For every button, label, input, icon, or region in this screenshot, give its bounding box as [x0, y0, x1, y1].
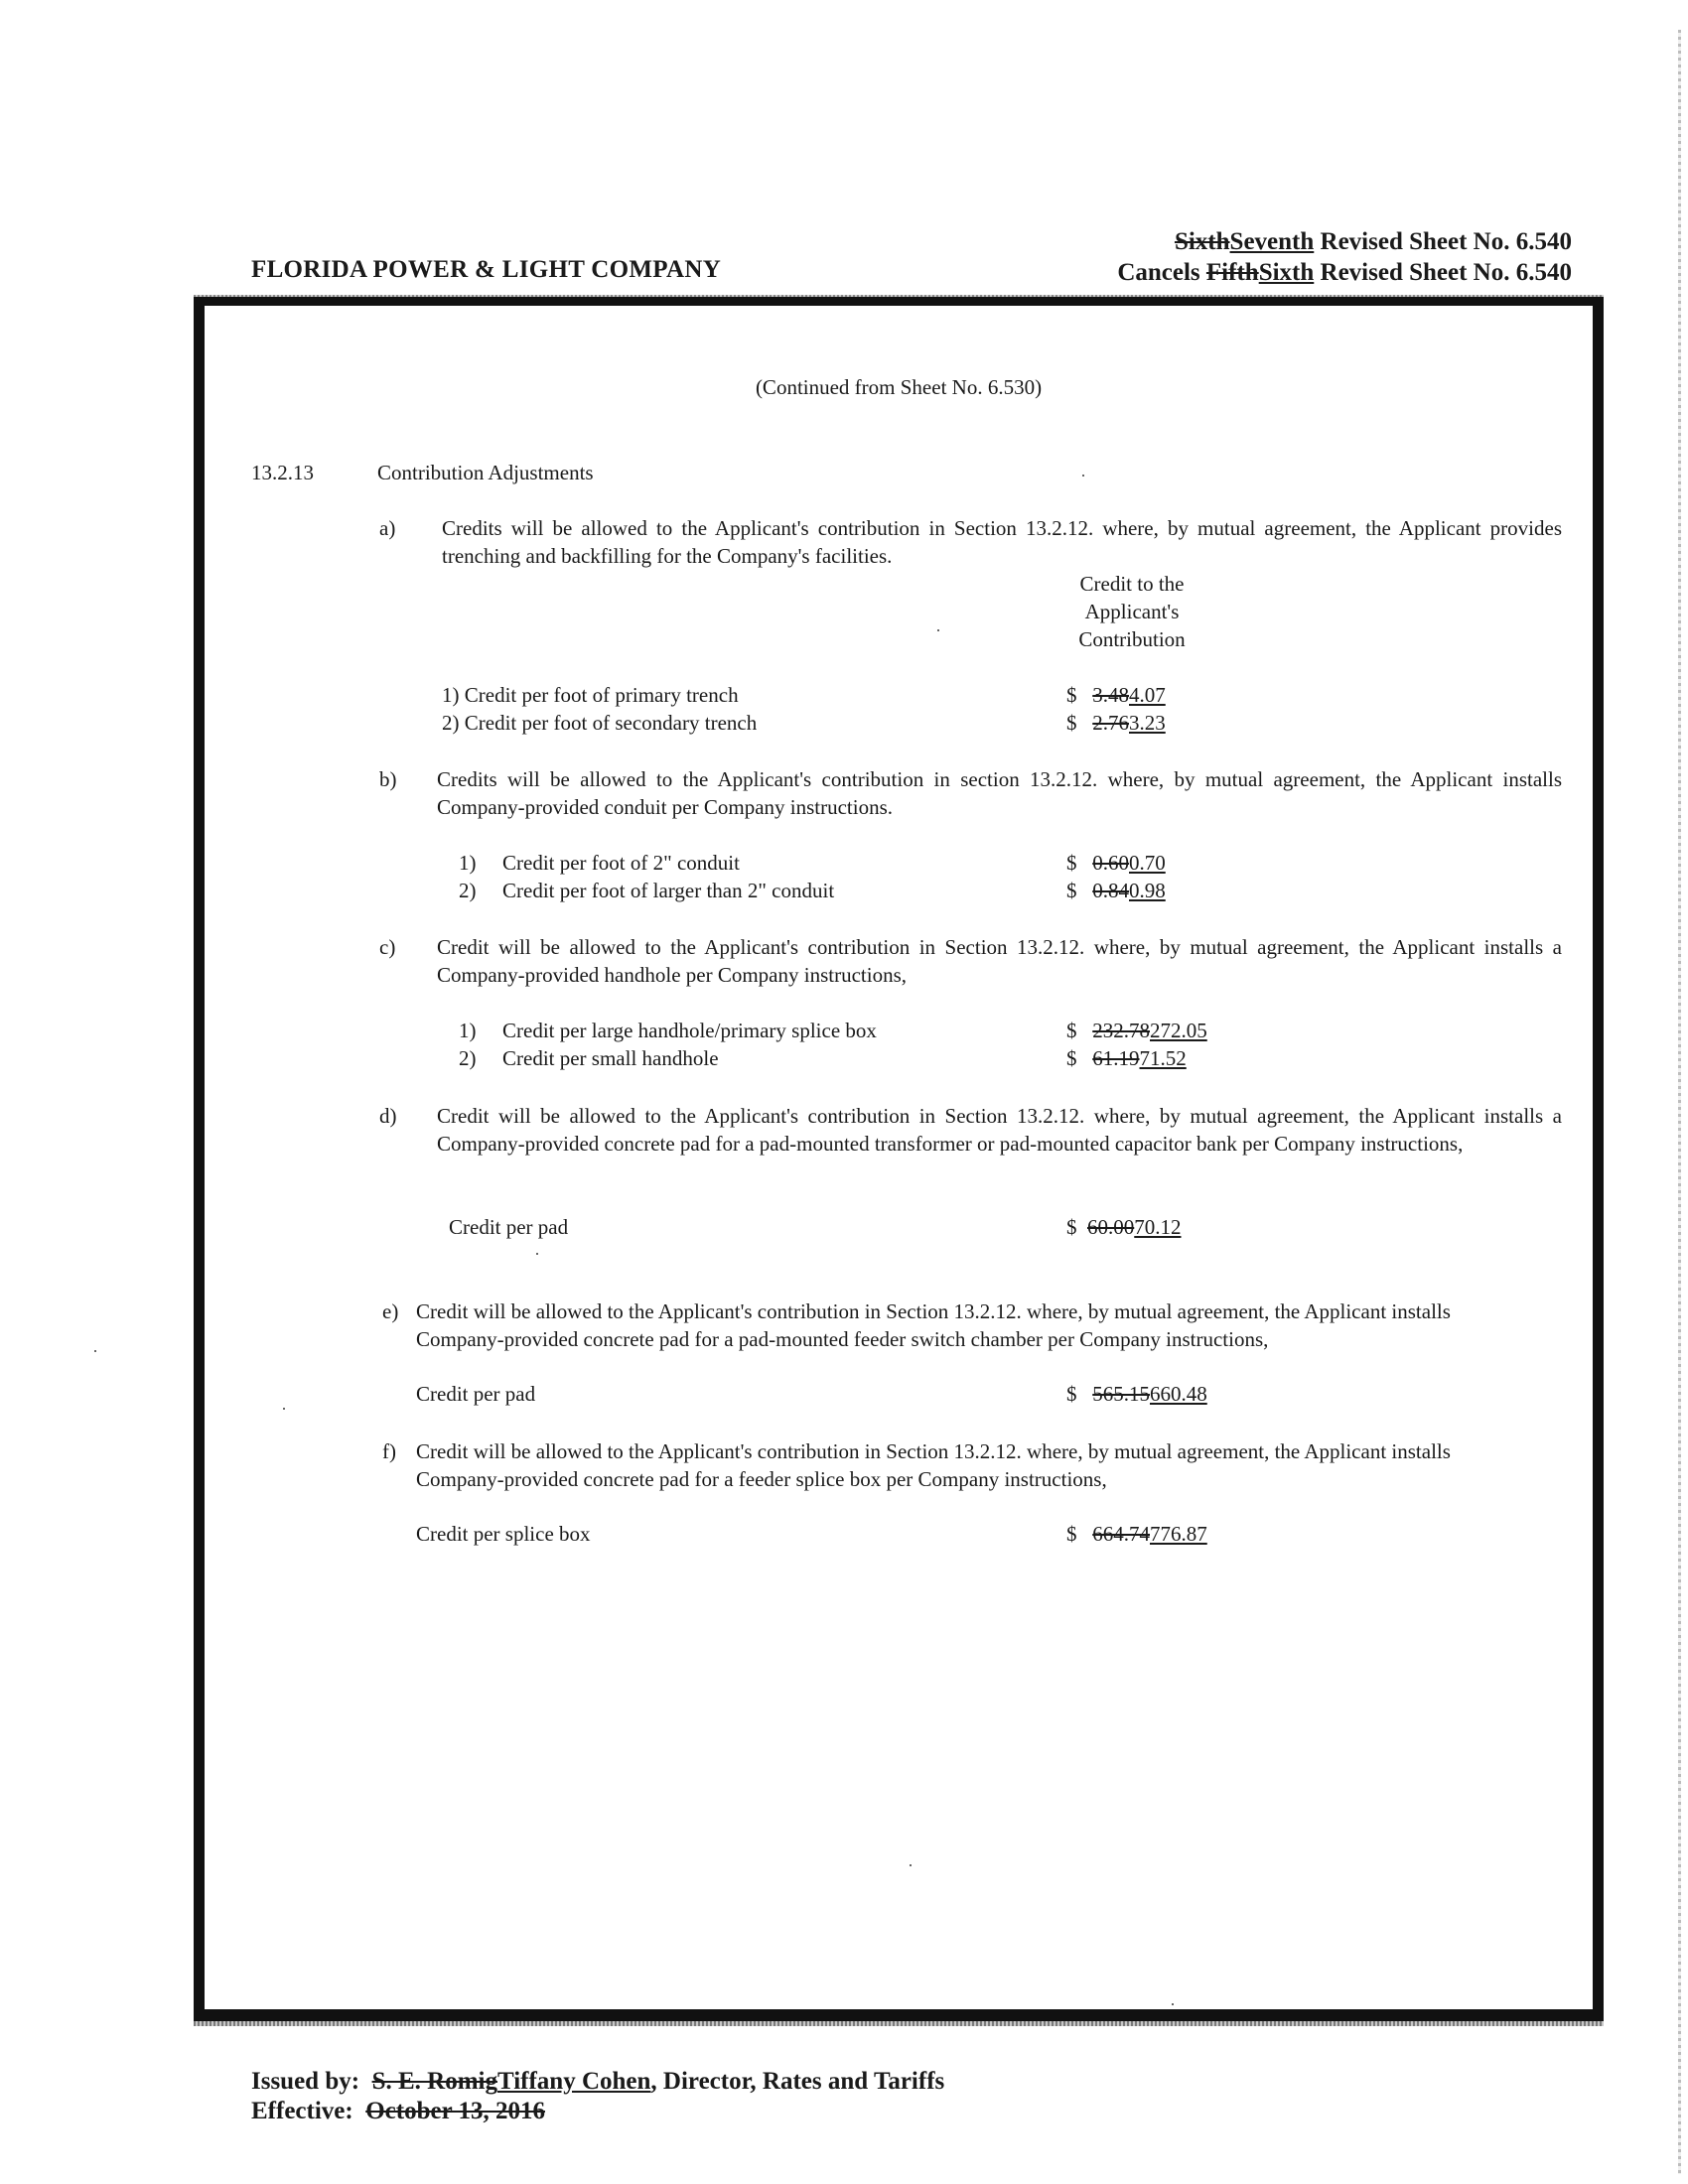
- item-d-line-label: Credit per pad: [449, 1215, 569, 1239]
- frame-bottom-shade: [194, 2021, 1604, 2026]
- old-value: 61.19: [1092, 1046, 1140, 1070]
- old-value: 60.00: [1087, 1215, 1135, 1239]
- old-value: 565.15: [1092, 1382, 1150, 1406]
- item-d-text: Credit will be allowed to the Applicant's contribution in Section 13.2.12. where, by mutual agreement, the Applicant installs a Company-provided concrete pad for a pad-mounted transformer or pad-mounted capacitor bank per Company instructions,: [437, 1104, 1562, 1156]
- item-b-line-1-value: [1066, 849, 1166, 877]
- issued-by: [251, 2068, 944, 2096]
- inserted-text: Sixth: [1258, 259, 1315, 286]
- item-c-line-1-num: 1): [459, 1019, 477, 1042]
- deleted-text: S. E. Romig: [371, 2068, 497, 2095]
- inserted-text: Tiffany Cohen: [496, 2068, 651, 2095]
- column-header-line: Applicant's: [1084, 600, 1180, 623]
- item-e-text: Credit will be allowed to the Applicant's contribution in Section 13.2.12. where, by mutual agreement, the Applicant installs Company-provided concrete pad for a pad-mounted feeder switch chamber per Company instructions,: [416, 1299, 1451, 1351]
- sheet-line-rest: Revised Sheet No. 6.540: [1314, 259, 1572, 286]
- currency: $: [1066, 711, 1077, 735]
- item-b-line-2-num: 2): [459, 879, 477, 902]
- item-a-line-1-label: 1) Credit per foot of primary trench: [442, 683, 739, 707]
- issued-title: , Director, Rates and Tariffs: [650, 2068, 945, 2095]
- new-value: 3.23: [1129, 711, 1166, 735]
- effective-date: [251, 2098, 545, 2125]
- new-value: 776.87: [1150, 1522, 1207, 1546]
- item-c-line-1-value: [1066, 1017, 1207, 1044]
- scan-edge: [1678, 30, 1681, 2174]
- item-f-line-value: [1066, 1520, 1207, 1548]
- old-value: 3.48: [1092, 683, 1129, 707]
- scan-speck: [1172, 2003, 1174, 2005]
- old-value: 0.60: [1092, 851, 1129, 875]
- item-f-label: f): [382, 1439, 396, 1463]
- item-d-label: d): [379, 1104, 397, 1128]
- currency: $: [1066, 683, 1077, 707]
- scan-speck: [536, 1253, 538, 1255]
- item-e-line-value: [1066, 1380, 1207, 1408]
- item-c-text: Credit will be allowed to the Applicant's contribution in Section 13.2.12. where, by mutual agreement, the Applicant installs a Company-provided handhole per Company instructions,: [437, 935, 1562, 987]
- deleted-text: October 13, 2016: [365, 2098, 545, 2124]
- scan-speck: [1082, 475, 1084, 477]
- sheet-line-current: [1117, 226, 1572, 257]
- item-f-text: Credit will be allowed to the Applicant's contribution in Section 13.2.12. where, by mutual agreement, the Applicant installs Company-provided concrete pad for a feeder splice box per Company instructions,: [416, 1439, 1451, 1491]
- currency: $: [1066, 1019, 1077, 1042]
- deleted-text: Sixth: [1174, 228, 1230, 255]
- inserted-text: Seventh: [1229, 228, 1315, 255]
- item-b-line-1-num: 1): [459, 851, 477, 875]
- item-b-line-2-label: Credit per foot of larger than 2" conduit: [502, 879, 835, 902]
- currency: $: [1066, 851, 1077, 875]
- currency: $: [1066, 1382, 1077, 1406]
- scan-speck: [937, 629, 939, 631]
- new-value: 71.52: [1139, 1046, 1187, 1070]
- sheet-line-cancels: [1117, 257, 1572, 288]
- scan-speck: [283, 1408, 285, 1410]
- new-value: 4.07: [1129, 683, 1166, 707]
- sheet-line-rest: Revised Sheet No. 6.540: [1314, 228, 1572, 255]
- item-a-line-2-value: [1066, 709, 1166, 737]
- column-header-line: Credit to the: [1079, 572, 1185, 596]
- item-c-label: c): [379, 935, 396, 959]
- new-value: 70.12: [1134, 1215, 1182, 1239]
- new-value: 272.05: [1150, 1019, 1207, 1042]
- item-e-label: e): [382, 1299, 399, 1323]
- item-b-line-2-value: [1066, 877, 1166, 904]
- item-a-line-1-value: [1066, 681, 1166, 709]
- new-value: 0.98: [1129, 879, 1166, 902]
- new-value: 0.70: [1129, 851, 1166, 875]
- effective-label: Effective:: [251, 2098, 353, 2124]
- item-a-label: a): [379, 516, 396, 540]
- scan-speck: [94, 1350, 96, 1352]
- item-e-line-label: Credit per pad: [416, 1382, 536, 1406]
- currency: $: [1066, 1046, 1077, 1070]
- new-value: 660.48: [1150, 1382, 1207, 1406]
- continued-note: (Continued from Sheet No. 6.530): [755, 375, 1043, 399]
- item-b-text: Credits will be allowed to the Applicant's contribution in section 13.2.12. where, by mutual agreement, the Applicant installs Company-provided conduit per Company instructions.: [437, 767, 1562, 819]
- item-c-line-2-label: Credit per small handhole: [502, 1046, 719, 1070]
- scan-speck: [910, 1864, 912, 1866]
- currency: $: [1066, 1215, 1077, 1239]
- old-value: 232.78: [1092, 1019, 1150, 1042]
- item-b-label: b): [379, 767, 397, 791]
- section-number: 13.2.13: [251, 461, 314, 484]
- old-value: 0.84: [1092, 879, 1129, 902]
- column-header-line: Contribution: [1078, 627, 1186, 651]
- item-d-line-value: [1066, 1213, 1182, 1241]
- item-a-line-2-label: 2) Credit per foot of secondary trench: [442, 711, 758, 735]
- sheet-number-block: [1117, 226, 1572, 288]
- item-b-line-1-label: Credit per foot of 2" conduit: [502, 851, 740, 875]
- currency: $: [1066, 1522, 1077, 1546]
- issued-label: Issued by:: [251, 2068, 360, 2095]
- deleted-text: Fifth: [1205, 259, 1259, 286]
- item-c-line-1-label: Credit per large handhole/primary splice box: [502, 1019, 877, 1042]
- item-a-text: Credits will be allowed to the Applicant's contribution in Section 13.2.12. where, by mutual agreement, the Applicant provides trenching and backfilling for the Company's facilities.: [442, 516, 1562, 568]
- old-value: 664.74: [1092, 1522, 1150, 1546]
- section-title: Contribution Adjustments: [377, 461, 594, 484]
- cancels-prefix: Cancels: [1117, 259, 1206, 286]
- currency: $: [1066, 879, 1077, 902]
- column-header: [1033, 570, 1231, 653]
- old-value: 2.76: [1092, 711, 1129, 735]
- item-c-line-2-num: 2): [459, 1046, 477, 1070]
- company-name: FLORIDA POWER & LIGHT COMPANY: [251, 256, 722, 283]
- item-f-line-label: Credit per splice box: [416, 1522, 591, 1546]
- item-c-line-2-value: [1066, 1044, 1187, 1072]
